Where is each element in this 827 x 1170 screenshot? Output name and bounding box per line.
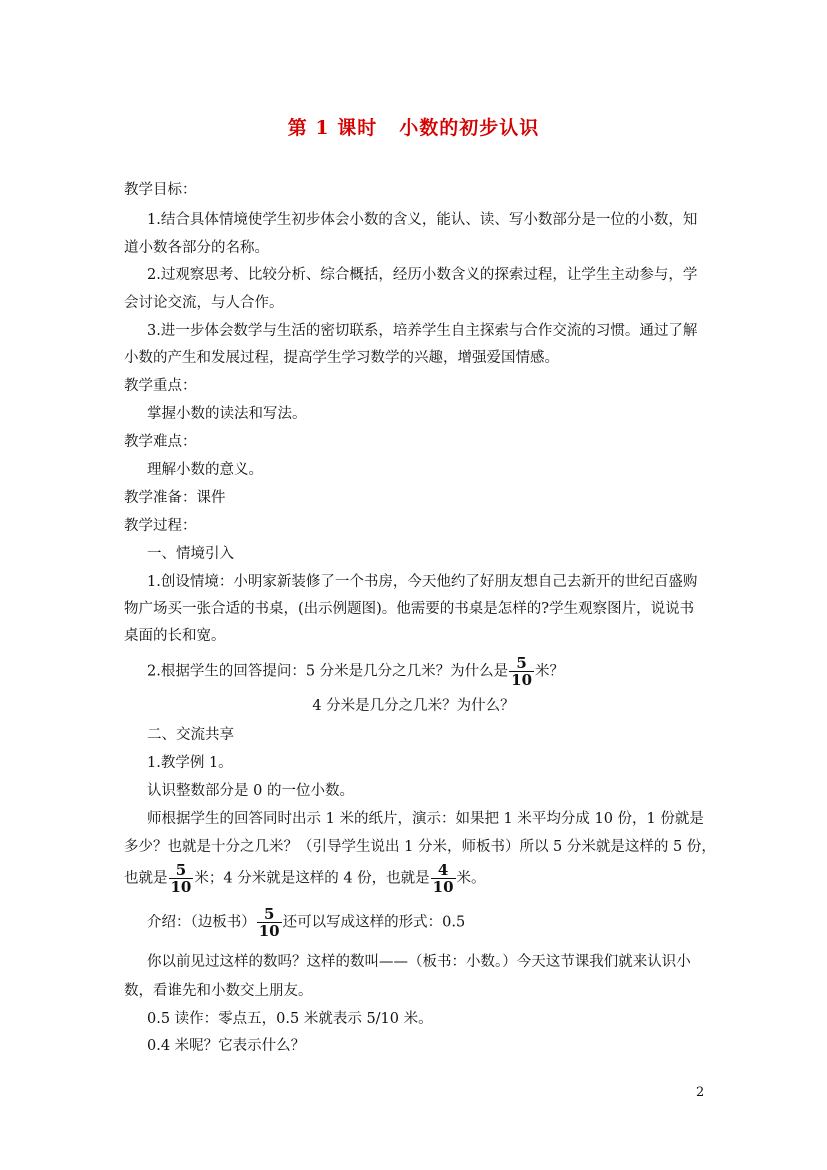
fraction-numerator: 5 [175, 861, 187, 879]
lesson-title [0, 113, 827, 140]
objective-3-line-1: 3.进一步体会数学与生活的密切联系，培养学生自主探索与合作交流的习惯。通过了解 [147, 323, 698, 339]
objective-1-line-2: 道小数各部分的名称。 [124, 240, 269, 256]
page-number: 2 [696, 1085, 705, 1100]
key-points-text: 掌握小数的读法和写法。 [147, 406, 307, 422]
fraction-5-10 [509, 655, 534, 688]
followup-question: 0.4 米呢？它表示什么？ [147, 1038, 306, 1054]
example-1-goal: 认识整数部分是 0 的一位小数。 [147, 783, 354, 799]
fraction-5-10 [257, 906, 282, 939]
demo-text-b: 米；4 分米就是这样的 4 份，也就是 [194, 870, 430, 887]
fraction-denominator: 10 [258, 922, 280, 940]
question-text: 2.根据学生的回答提问：5 分米是几分之几米？为什么是 [147, 663, 509, 680]
demo-line-1: 师根据学生的回答同时出示 1 米的纸片，演示：如果把 1 米平均分成 10 份，1 份就是 [147, 811, 704, 827]
objective-2-line-1: 2.过观察思考、比较分析、综合概括，经历小数含义的探索过程，让学生主动参与，学 [147, 267, 698, 283]
heading-process: 教学过程： [124, 518, 197, 534]
lesson-number: 第 1 课时 [287, 117, 378, 139]
demo-text-a: 也就是 [124, 870, 168, 887]
heading-difficulties: 教学难点： [124, 434, 197, 450]
question-line [147, 655, 564, 688]
fraction-4-10 [431, 862, 456, 895]
fraction-denominator: 10 [432, 878, 454, 896]
fraction-denominator: 10 [511, 671, 533, 689]
lesson-topic: 小数的初步认识 [399, 117, 540, 139]
intro-text-b: 还可以写成这样的形式：0.5 [282, 914, 466, 931]
heading-objectives: 教学目标： [124, 182, 197, 198]
intro-text-a: 介绍：（边板书） [147, 914, 256, 931]
objective-3-line-2: 小数的产生和发展过程，提高学生学习数学的兴趣，增强爱国情感。 [124, 350, 559, 366]
discussion-line-2: 数，看谁先和小数交上朋友。 [124, 983, 313, 999]
fraction-numerator: 5 [516, 654, 527, 672]
question-text-end: 米？ [535, 663, 565, 680]
objective-1-line-1: 1.结合具体情境使学生初步体会小数的含义，能认、读、写小数部分是一位的小数，知 [147, 212, 698, 228]
question-4dm: 4 分米是几分之几米？为什么？ [312, 698, 515, 714]
scenario-line-3: 桌面的长和宽。 [124, 628, 226, 644]
example-1-heading: 1.教学例 1。 [147, 755, 233, 771]
fraction-5-10 [169, 862, 194, 895]
fraction-denominator: 10 [170, 878, 192, 896]
heading-key-points: 教学重点： [124, 378, 197, 394]
fraction-numerator: 4 [437, 861, 449, 879]
objective-2-line-2: 会讨论交流，与人合作。 [124, 295, 284, 311]
scenario-line-2: 物广场买一张合适的书桌，(出示例题图)。他需要的书桌是怎样的?学生观察图片，说说书 [124, 601, 695, 617]
scenario-line-1: 1.创设情境：小明家新装修了一个书房，今天他约了好朋友想自己去新开的世纪百盛购 [147, 574, 698, 590]
demo-line-2: 多少？也就是十分之几米？（引导学生说出 1 分米，师板书）所以 5 分米就是这样的 5 份， [124, 839, 716, 855]
intro-line [147, 906, 465, 939]
reading-example: 0.5 读作：零点五，0.5 米就表示 5/10 米。 [147, 1011, 433, 1027]
demo-text-c: 米。 [456, 870, 486, 887]
section-2-heading: 二、交流共享 [147, 727, 234, 743]
demo-line-3 [124, 862, 486, 895]
discussion-line-1: 你以前见过这样的数吗？这样的数叫——（板书：小数。）今天这节课我们就来认识小 [147, 954, 691, 970]
section-1-heading: 一、情境引入 [147, 546, 234, 562]
preparation-text: 教学准备：课件 [124, 490, 226, 506]
difficulties-text: 理解小数的意义。 [147, 462, 263, 478]
fraction-numerator: 5 [263, 905, 275, 923]
